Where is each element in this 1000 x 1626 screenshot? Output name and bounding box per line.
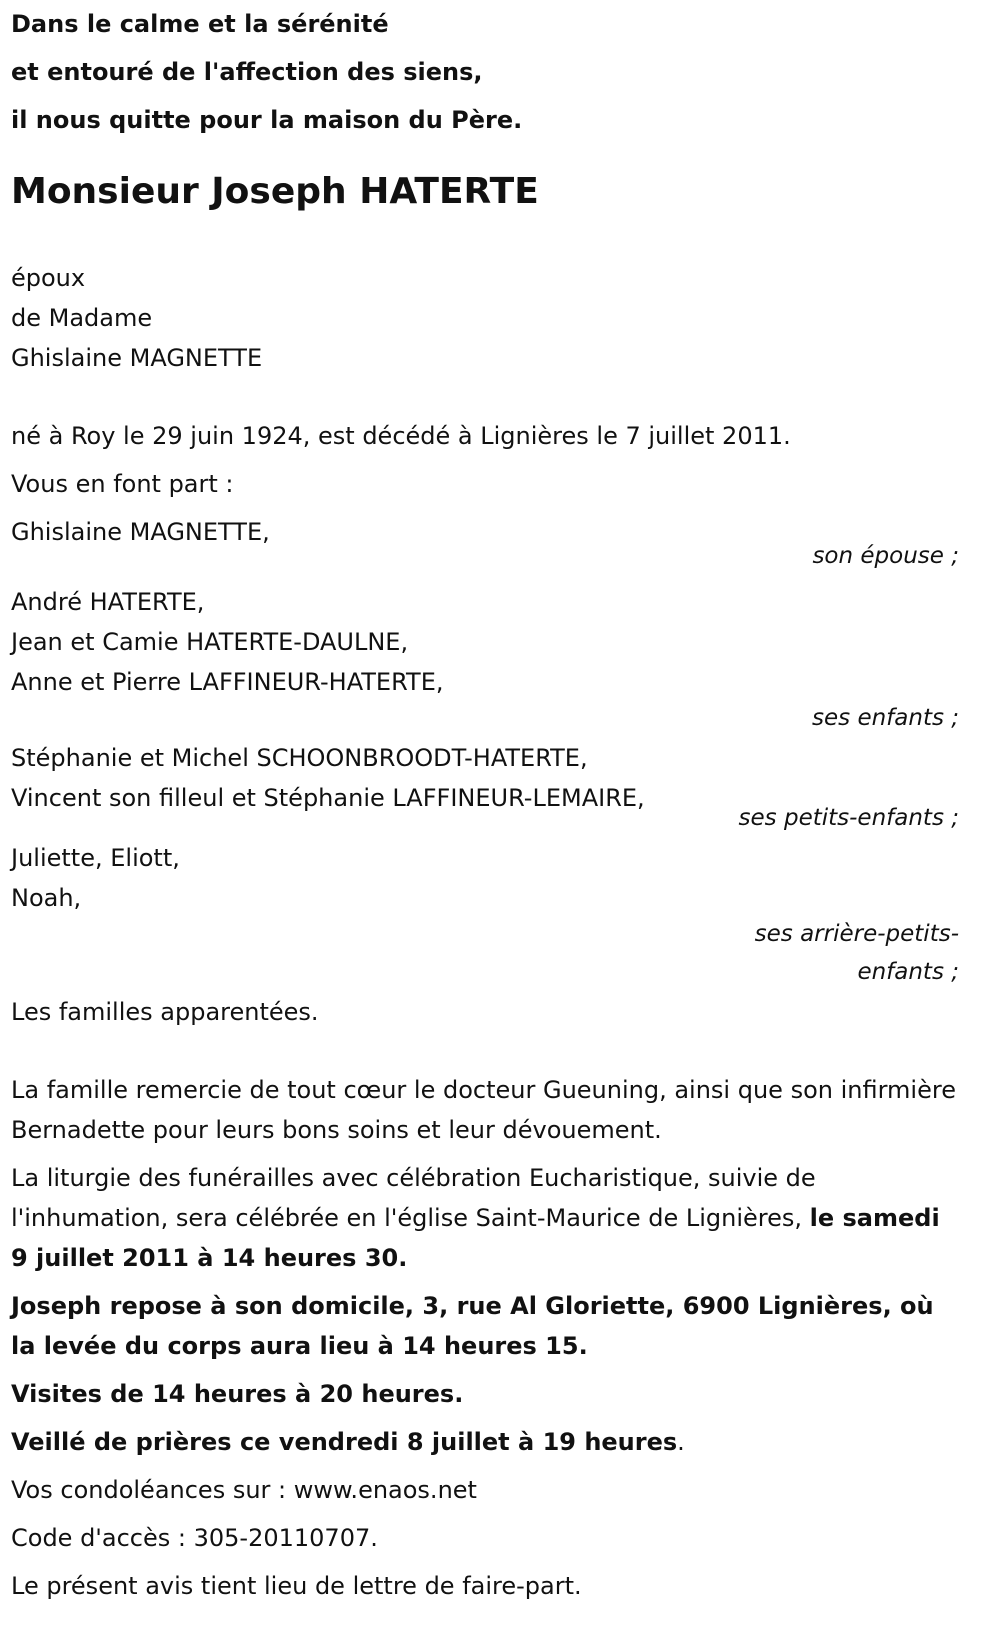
repose: Joseph repose à son domicile, 3, rue Al Gloriette, 6900 Lignières, où la levée du corps aura lieu à 14 heures 15. — [11, 1292, 934, 1360]
closing: Le présent avis tient lieu de lettre de faire-part. — [11, 1572, 582, 1600]
family-name: André HATERTE, — [11, 588, 205, 616]
family-name: Jean et Camie HATERTE-DAULNE, — [11, 628, 409, 656]
announce: Vous en font part : — [11, 470, 234, 498]
family-name: Vincent son filleul et Stéphanie LAFFINEUR-LEMAIRE, — [11, 784, 645, 812]
birth-death: né à Roy le 29 juin 1924, est décédé à Lignières le 7 juillet 2011. — [11, 422, 791, 450]
family-role: ses petits-enfants ; — [738, 805, 959, 831]
obituary-notice — [11, 0, 959, 1606]
family-group-spouse — [11, 512, 959, 576]
intro-line: Dans le calme et la sérénité — [11, 10, 389, 38]
vigil-end: . — [677, 1428, 685, 1456]
spouse-line: Ghislaine MAGNETTE — [11, 344, 263, 372]
liturgy-date: le samedi 9 juillet 2011 à 14 heures 30. — [11, 1204, 940, 1272]
deceased-name: Monsieur Joseph HATERTE — [11, 171, 539, 212]
visits: Visites de 14 heures à 20 heures. — [11, 1380, 464, 1408]
thanks: La famille remercie de tout cœur le docteur Gueuning, ainsi que son infirmière Bernadette pour leurs bons soins et leur dévouement. — [11, 1076, 956, 1144]
family-role: ses arrière-petits- — [754, 921, 959, 947]
spouse-line: époux — [11, 264, 86, 292]
vigil — [11, 1422, 959, 1462]
family-name: Ghislaine MAGNETTE, — [11, 518, 270, 546]
vigil-text: Veillé de prières ce vendredi 8 juillet à 19 heures — [11, 1428, 678, 1456]
intro-line: il nous quitte pour la maison du Père. — [11, 106, 523, 134]
family-role: ses enfants ; — [812, 705, 959, 731]
family-name: Juliette, Eliott, — [11, 844, 180, 872]
intro-verse — [11, 0, 959, 144]
liturgy-text: La liturgie des funérailles avec célébration Eucharistique, suivie de l'inhumation, sera célébrée en l'église Saint-Maurice de Lignières, — [11, 1164, 816, 1232]
intro-line: et entouré de l'affection des siens, — [11, 58, 483, 86]
families: Les familles apparentées. — [11, 998, 319, 1026]
spouse-block — [11, 258, 959, 378]
family-name: Stéphanie et Michel SCHOONBROODT-HATERTE, — [11, 744, 588, 772]
condolences: Vos condoléances sur : www.enaos.net — [11, 1476, 477, 1504]
liturgy — [11, 1158, 959, 1278]
family-name: Anne et Pierre LAFFINEUR-HATERTE, — [11, 668, 444, 696]
family-group-great-grandchildren — [11, 838, 959, 992]
access-code: Code d'accès : 305-20110707. — [11, 1524, 378, 1552]
family-group-children — [11, 582, 959, 738]
family-group-grandchildren — [11, 738, 959, 838]
spouse-line: de Madame — [11, 304, 153, 332]
family-role: son épouse ; — [812, 543, 959, 569]
family-role: enfants ; — [857, 959, 959, 985]
family-name: Noah, — [11, 884, 82, 912]
